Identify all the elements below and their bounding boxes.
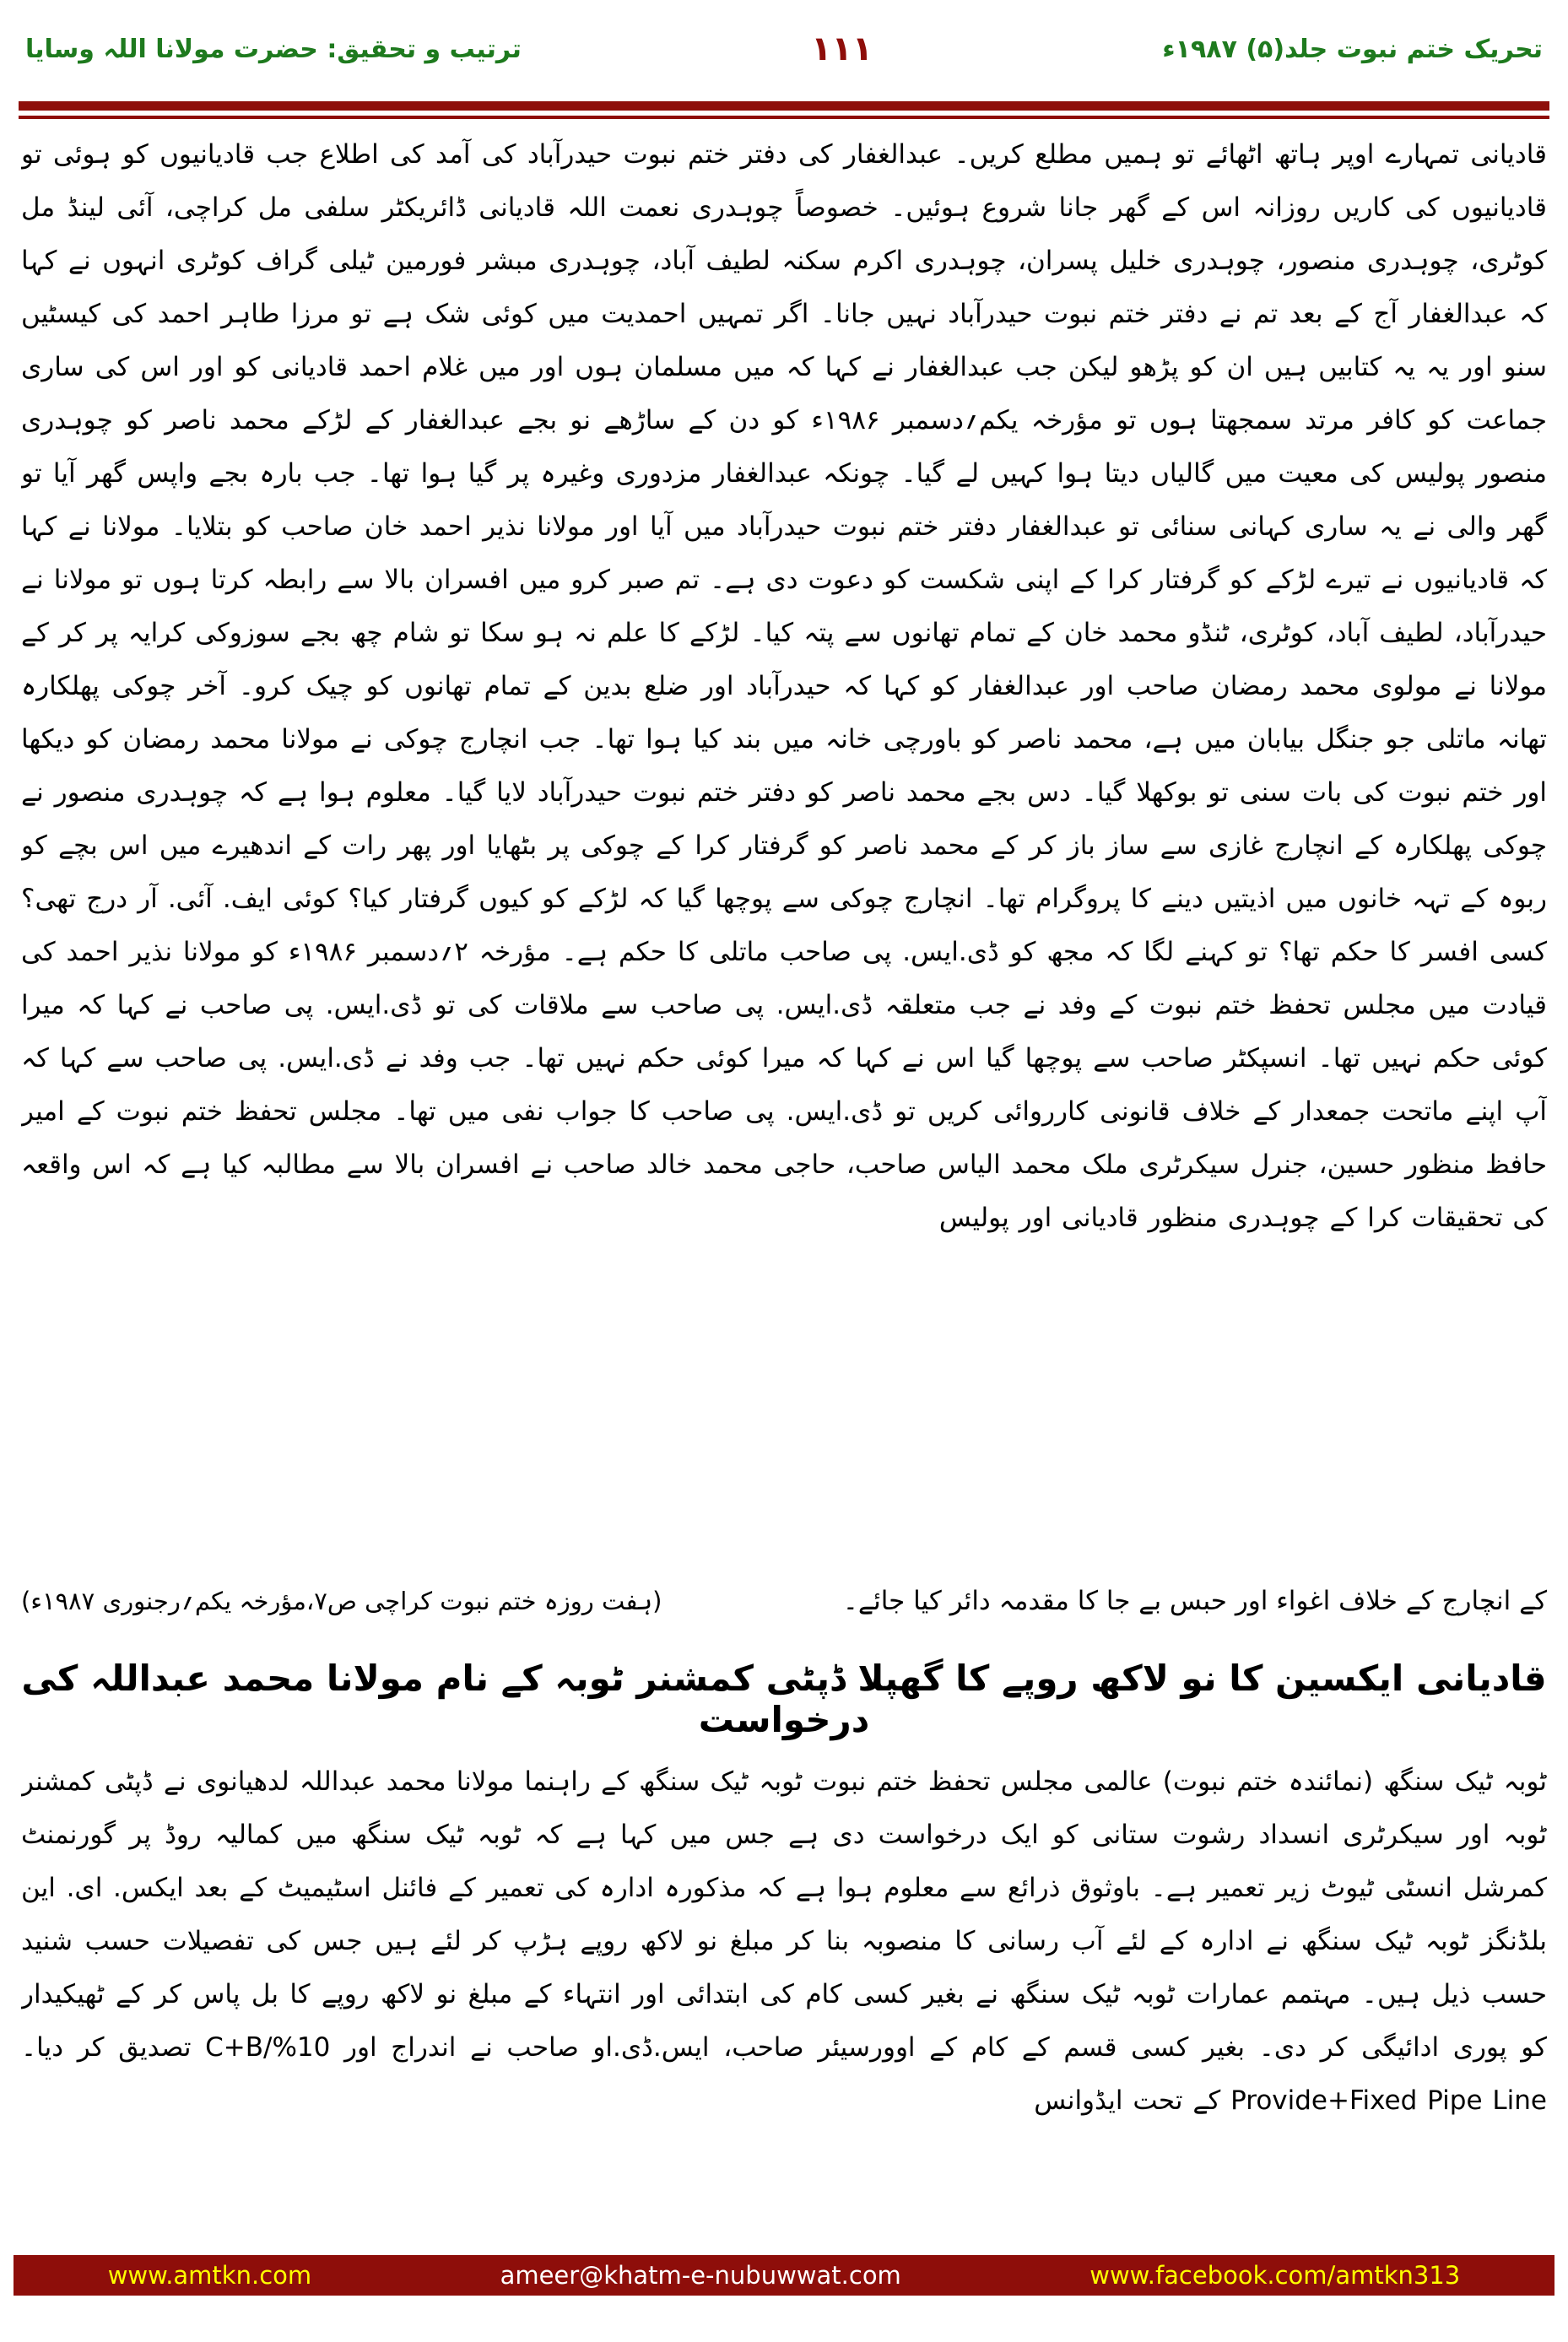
page-header — [25, 15, 1543, 83]
body-paragraph-2: ٹوبہ ٹیک سنگھ (نمائندہ ختم نبوت) عالمی مجلس تحفظ ختم نبوت ٹوبہ ٹیک سنگھ کے راہنما مولانا محمد عبداللہ لدھیانوی نے ڈپٹی کمشنر ٹوبہ اور سیکرٹری انسداد رشوت ستانی کو ایک درخواست دی ہے جس میں کہا ہے کہ ٹوبہ ٹیک سنگھ میں کمالیہ روڈ پر گورنمنٹ کمرشل انسٹی ٹیوٹ زیر تعمیر ہے۔ باوثوق ذرائع سے معلوم ہوا ہے کہ مذکورہ ادارہ کی تعمیر کے فائنل اسٹیمیٹ کے بعد ایکس. ای. این بلڈنگز ٹوبہ ٹیک سنگھ نے ادارہ کے لئے آب رسانی کا منصوبہ بنا کر مبلغ نو لاکھ روپے ہڑپ کر لئے ہیں جس کی تفصیلات حسب شنید حسب ذیل ہیں۔ مہتمم عمارات ٹوبہ ٹیک سنگھ نے بغیر کسی کام کی ابتدائی اور انتہاء کے مبلغ نو لاکھ روپے کا بل پاس کر کے ٹھیکیدار کو پوری ادائیگی کر دی۔ بغیر کسی قسم کے کام کے اوورسیئر صاحب، ایس.ڈی.او صاحب نے اندراج اور C+B/%10 تصدیق کر دیا۔ Provide+Fixed Pipe Line کے تحت ایڈوانس — [21, 1766, 1547, 2116]
page-number: ۱۱۱ — [810, 30, 873, 68]
book-title: تحریک ختم نبوت جلد(۵) ۱۹۸۷ء — [1162, 34, 1543, 64]
article-heading: قادیانی ایکسین کا نو لاکھ روپے کا گھپلا ڈپٹی کمشنر ٹوبہ کے نام مولانا محمد عبداللہ کی درخواست — [21, 1657, 1547, 1740]
footer-bar — [14, 2255, 1554, 2296]
paragraph-1-last-line — [21, 1571, 1547, 1631]
body-paragraph-1: قادیانی تمہارے اوپر ہاتھ اٹھائے تو ہمیں مطلع کریں۔ عبدالغفار کی دفتر ختم نبوت حیدرآباد کی آمد کی اطلاع جب قادیانیوں کو ہوئی تو قادیانیوں کی کاریں روزانہ اس کے گھر جانا شروع ہوئیں۔ خصوصاً چوہدری نعمت اللہ قادیانی ڈائریکٹر سلفی مل کراچی، آئی لینڈ مل کوٹری، چوہدری منصور، چوہدری خلیل پسران، چوہدری اکرم سکنہ لطیف آباد، چوہدری مبشر فورمین ٹیلی گراف کوٹری انہوں نے کہا کہ عبدالغفار آج کے بعد تم نے دفتر ختم نبوت حیدرآباد نہیں جانا۔ اگر تمہیں احمدیت میں کوئی شک ہے تو مرزا طاہر احمد کی کیسٹیں سنو اور یہ یہ کتابیں ہیں ان کو پڑھو لیکن جب عبدالغفار نے کہا کہ میں مسلمان ہوں اور میں غلام احمد قادیانی کو اور اس کی ساری جماعت کو کافر مرتد سمجھتا ہوں تو مؤرخہ یکم؍دسمبر ۱۹۸۶ء کو دن کے ساڑھے نو بجے عبدالغفار کے لڑکے محمد ناصر کو چوہدری منصور پولیس کی معیت میں گالیاں دیتا ہوا کہیں لے گیا۔ چونکہ عبدالغفار مزدوری وغیرہ پر گیا ہوا تھا۔ جب بارہ بجے واپس گھر آیا تو گھر والی نے یہ ساری کہانی سنائی تو عبدالغفار دفتر ختم نبوت حیدرآباد میں آیا اور مولانا نذیر احمد خان صاحب کو بتلایا۔ مولانا نے کہا کہ قادیانیوں نے تیرے لڑکے کو گرفتار کرا کے اپنی شکست کو دعوت دی ہے۔ تم صبر کرو میں افسران بالا سے رابطہ کرتا ہوں تو مولانا نے حیدرآباد، لطیف آباد، کوٹری، ٹنڈو محمد خان کے تمام تھانوں سے پتہ کیا۔ لڑکے کا علم نہ ہو سکا تو شام چھ بجے سوزوکی کرایہ پر کر کے مولانا نے مولوی محمد رمضان صاحب اور عبدالغفار کو کہا کہ حیدرآباد اور ضلع بدین کے تمام تھانوں کو چیک کرو۔ آخر چوکی پھلکارہ تھانہ ماتلی جو جنگل بیابان میں ہے، محمد ناصر کو باورچی خانہ میں بند کیا ہوا تھا۔ جب انچارج چوکی نے مولانا محمد رمضان کو دیکھا اور ختم نبوت کی بات سنی تو بوکھلا گیا۔ دس بجے محمد ناصر کو دفتر ختم نبوت حیدرآباد لایا گیا۔ معلوم ہوا ہے کہ چوہدری منصور نے چوکی پھلکارہ کے انچارج غازی سے ساز باز کر کے محمد ناصر کو گرفتار کرا کے چوکی پر بٹھایا اور پھر رات کے اندھیرے میں اس بچے کو ربوہ کے تہہ خانوں میں اذیتیں دینے کا پروگرام تھا۔ انچارج چوکی سے پوچھا گیا کہ لڑکے کو کیوں گرفتار کیا؟ کوئی ایف. آئی. آر درج تھی؟ کسی افسر کا حکم تھا؟ تو کہنے لگا کہ مجھ کو ڈی.ایس. پی صاحب ماتلی کا حکم ہے۔ مؤرخہ ۲؍دسمبر ۱۹۸۶ء کو مولانا نذیر احمد کی قیادت میں مجلس تحفظ ختم نبوت کے وفد نے جب متعلقہ ڈی.ایس. پی صاحب سے ملاقات کی تو ڈی.ایس. پی صاحب نے کہا کہ میرا کوئی حکم نہیں تھا۔ انسپکٹر صاحب سے پوچھا گیا اس نے کہا کہ میرا کوئی حکم نہیں تھا۔ جب وفد نے ڈی.ایس. پی صاحب سے کہا کہ آپ اپنے ماتحت جمعدار کے خلاف قانونی کارروائی کریں تو ڈی.ایس. پی صاحب کا جواب نفی میں تھا۔ مجلس تحفظ ختم نبوت کے امیر حافظ منظور حسین، جنرل سیکرٹری ملک محمد الیاس صاحب، حاجی محمد خالد صاحب نے افسران بالا سے مطالبہ کیا ہے کہ اس واقعہ کی تحقیقات کرا کے چوہدری منظور قادیانی اور پولیس — [21, 139, 1547, 1233]
header-rule-thin — [19, 116, 1549, 119]
source-citation: (ہفت روزہ ختم نبوت کراچی ص۷،مؤرخہ یکم؍رجنوری ۱۹۸۷ء) — [21, 1587, 662, 1615]
footer-website-link: www.amtkn.com — [107, 2261, 312, 2290]
footer-email: ameer@khatm-e-nubuwwat.com — [500, 2261, 901, 2290]
editor-credit: ترتیب و تحقیق: حضرت مولانا اللہ وسایا — [25, 34, 522, 64]
paragraph-1-closing-text: کے انچارج کے خلاف اغواء اور حبس بے جا کا مقدمہ دائر کیا جائے۔ — [842, 1586, 1547, 1616]
header-rule-thick — [19, 101, 1549, 111]
footer-facebook-link: www.facebook.com/amtkn313 — [1089, 2261, 1461, 2290]
